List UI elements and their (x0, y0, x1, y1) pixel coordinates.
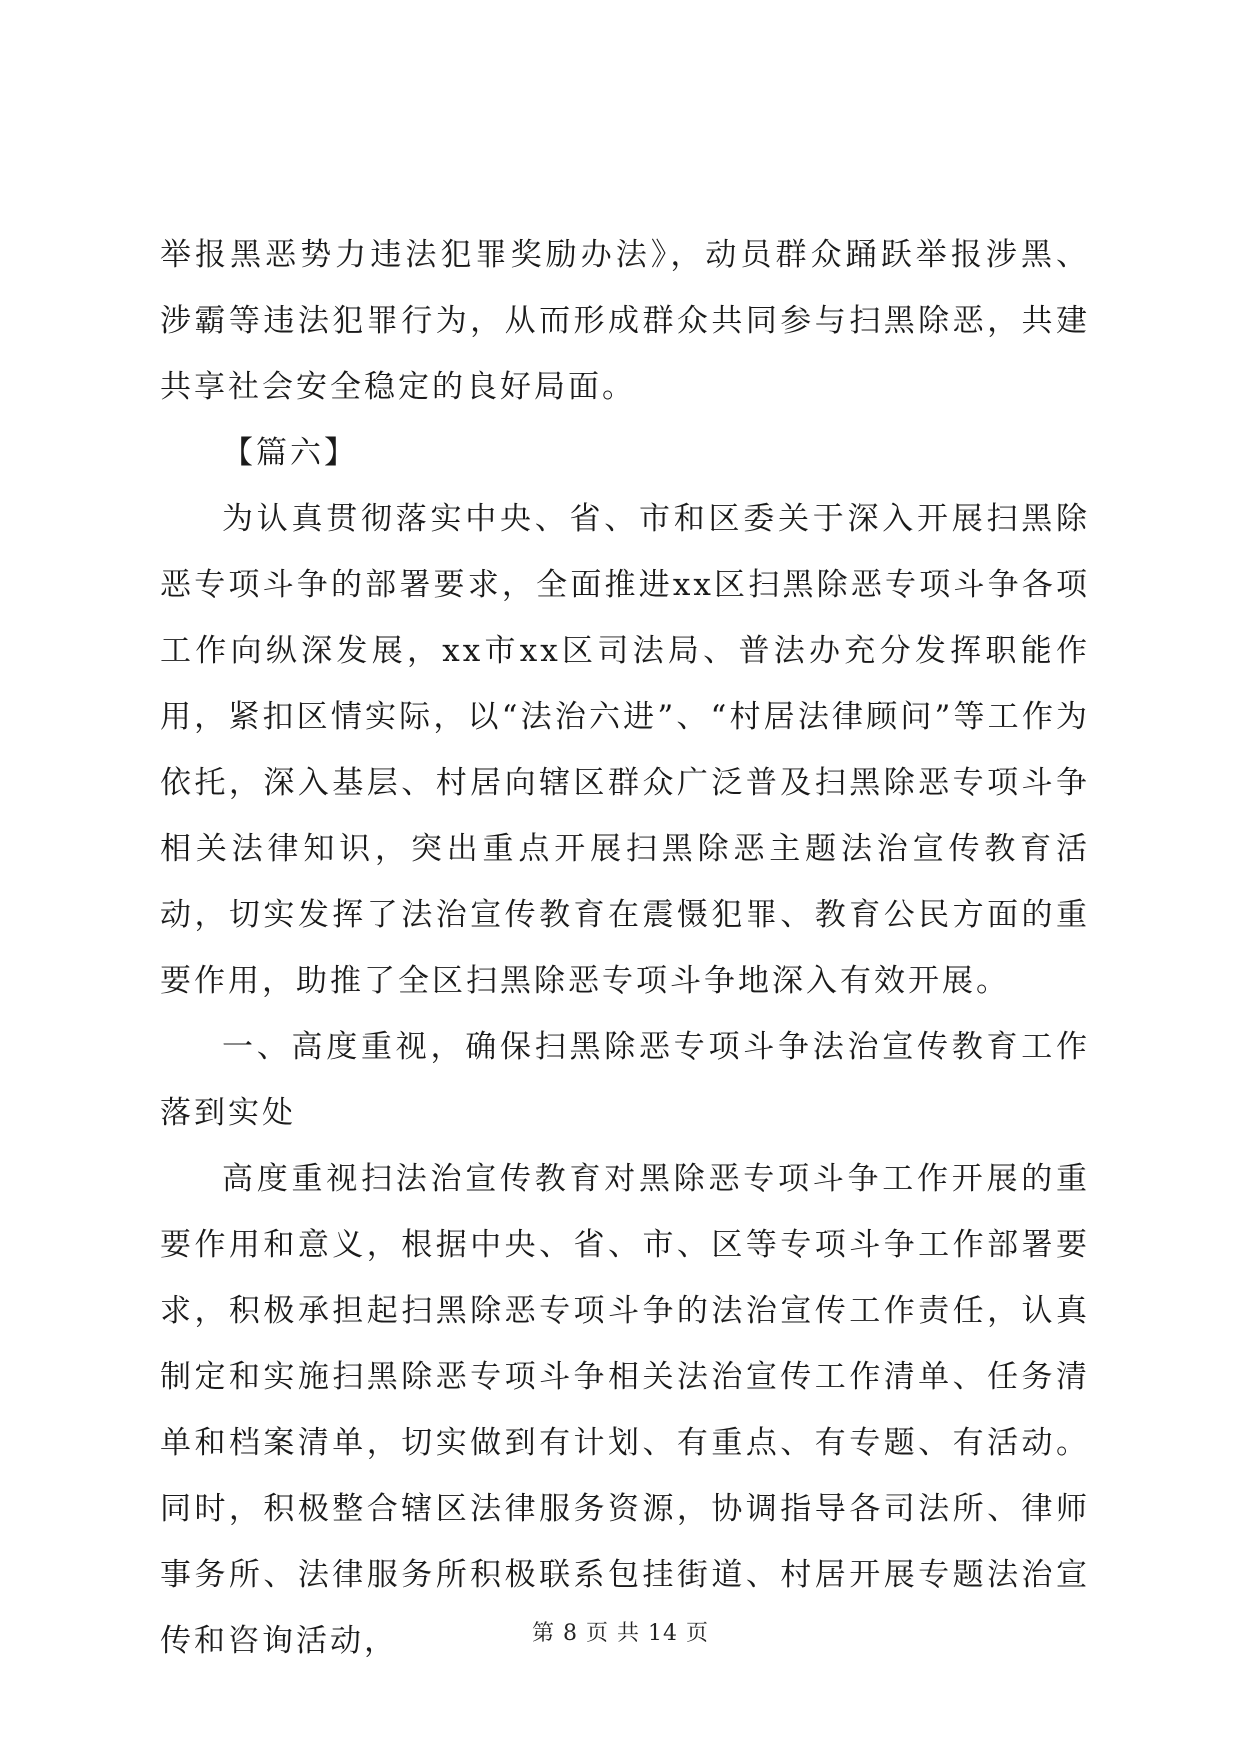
paragraph-continuation: 举报黑恶势力违法犯罪奖励办法》，动员群众踊跃举报涉黑、涉霸等违法犯罪行为，从而形成群众共同参与扫黑除恶，共建共享社会安全稳定的良好局面。 (160, 237, 1090, 405)
document-body (160, 222, 1090, 1674)
paragraph-intro: 为认真贯彻落实中央、省、市和区委关于深入开展扫黑除恶专项斗争的部署要求，全面推进xx区扫黑除恶专项斗争各项工作向纵深发展，xx市xx区司法局、普法办充分发挥职能作用，紧扣区情实际，以“法治六进”、“村居法律顾问”等工作为依托，深入基层、村居向辖区群众广泛普及扫黑除恶专项斗争相关法律知识，突出重点开展扫黑除恶主题法治宣传教育活动，切实发挥了法治宣传教育在震慑犯罪、教育公民方面的重要作用，助推了全区扫黑除恶专项斗争地深入有效开展。 (160, 501, 1090, 999)
paragraph-body: 高度重视扫法治宣传教育对黑除恶专项斗争工作开展的重要作用和意义，根据中央、省、市、区等专项斗争工作部署要求，积极承担起扫黑除恶专项斗争的法治宣传工作责任，认真制定和实施扫黑除恶专项斗争相关法治宣传工作清单、任务清单和档案清单，切实做到有计划、有重点、有专题、有活动。同时，积极整合辖区法律服务资源，协调指导各司法所、律师事务所、法律服务所积极联系包挂街道、村居开展专题法治宣传和咨询活动， (160, 1161, 1090, 1659)
subheading-one: 一、高度重视，确保扫黑除恶专项斗争法治宣传教育工作落到实处 (160, 1029, 1090, 1131)
section-heading-pian-liu: 【篇六】 (222, 435, 358, 471)
page-footer: 第 8 页 共 14 页 (532, 1621, 709, 1646)
